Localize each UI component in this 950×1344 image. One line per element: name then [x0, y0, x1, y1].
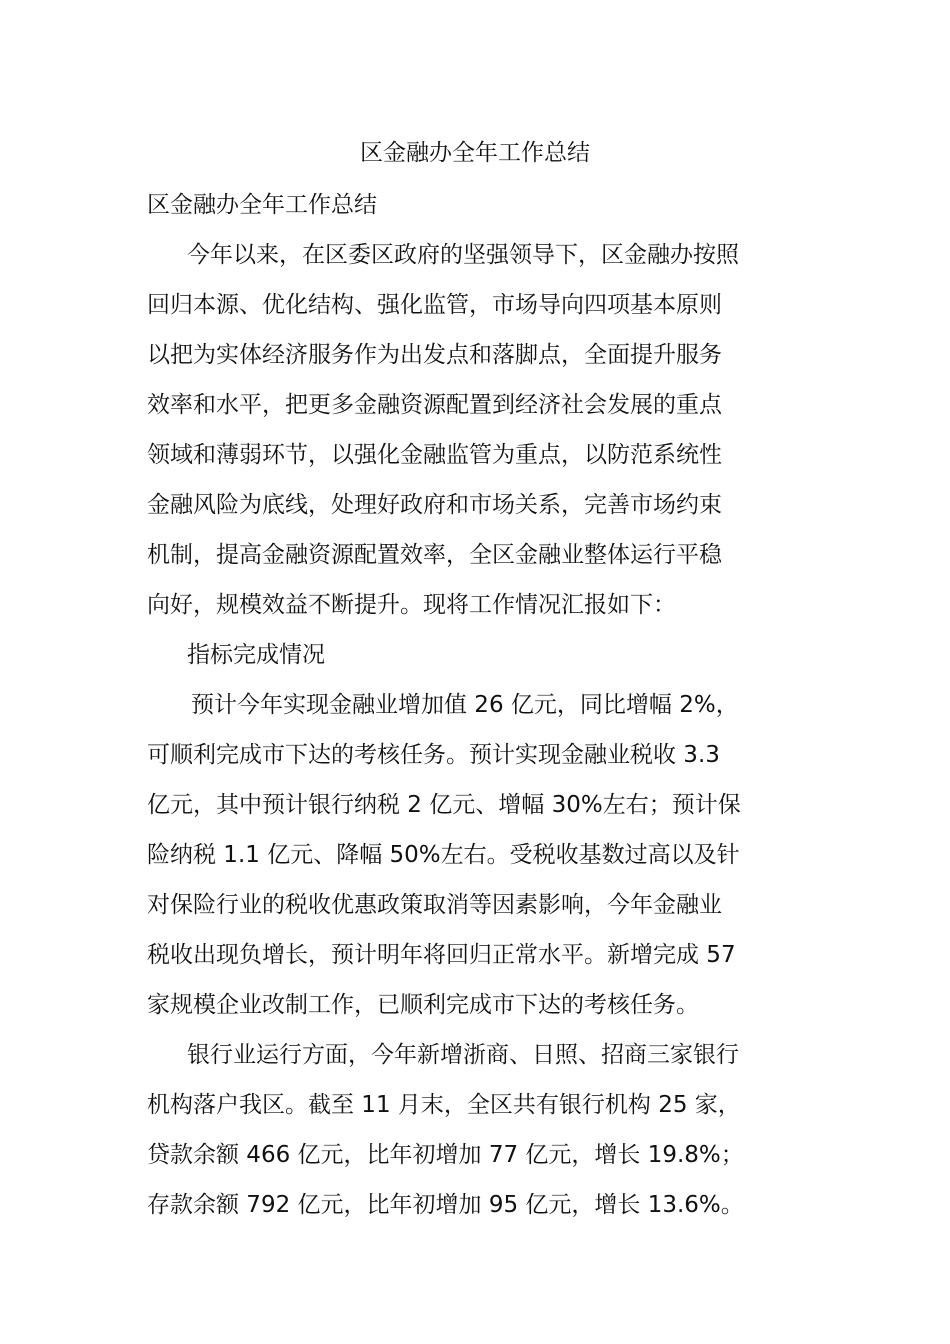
paragraph-line: 家规模企业改制工作，已顺利完成市下达的考核任务。: [147, 992, 699, 1018]
paragraph-line: 存款余额 792 亿元，比年初增加 95 亿元，增长 13.6%。: [147, 1192, 744, 1218]
paragraph-line: 可顺利完成市下达的考核任务。预计实现金融业税收 3.3: [147, 742, 720, 768]
paragraph-line: 机制，提高金融资源配置效率，全区金融业整体运行平稳: [147, 542, 722, 568]
paragraph-indicators: [147, 680, 807, 1030]
paragraph-line: 预计今年实现金融业增加值 26 亿元，同比增幅 2%，: [191, 692, 739, 718]
paragraph-line: 贷款余额 466 亿元，比年初增加 77 亿元，增长 19.8%；: [147, 1142, 744, 1168]
paragraph-line: 回归本源、优化结构、强化监管，市场导向四项基本原则: [147, 292, 722, 318]
paragraph-line: 金融风险为底线，处理好政府和市场关系，完善市场约束: [147, 492, 722, 518]
document-subtitle: 区金融办全年工作总结: [147, 192, 377, 218]
paragraph-line: 以把为实体经济服务作为出发点和落脚点，全面提升服务: [147, 342, 722, 368]
document-body: [147, 180, 807, 1230]
paragraph-banking: [147, 1030, 807, 1230]
paragraph-line: 今年以来，在区委区政府的坚强领导下，区金融办按照: [187, 242, 739, 268]
paragraph-intro: [147, 230, 807, 630]
document-title: 区金融办全年工作总结: [360, 140, 590, 166]
paragraph-line: 领域和薄弱环节，以强化金融监管为重点，以防范系统性: [147, 442, 722, 468]
paragraph-line: 险纳税 1.1 亿元、降幅 50%左右。受税收基数过高以及针: [147, 842, 740, 868]
paragraph-line: 效率和水平，把更多金融资源配置到经济社会发展的重点: [147, 392, 722, 418]
section-heading: 指标完成情况: [187, 642, 325, 668]
paragraph-line: 对保险行业的税收优惠政策取消等因素影响，今年金融业: [147, 892, 722, 918]
paragraph-line: 亿元，其中预计银行纳税 2 亿元、增幅 30%左右；预计保: [147, 792, 741, 818]
paragraph-line: 向好，规模效益不断提升。现将工作情况汇报如下：: [147, 592, 676, 618]
paragraph-line: 银行业运行方面，今年新增浙商、日照、招商三家银行: [187, 1042, 739, 1068]
paragraph-line: 税收出现负增长，预计明年将回归正常水平。新增完成 57: [147, 942, 736, 968]
paragraph-line: 机构落户我区。截至 11 月末，全区共有银行机构 25 家，: [147, 1092, 741, 1118]
